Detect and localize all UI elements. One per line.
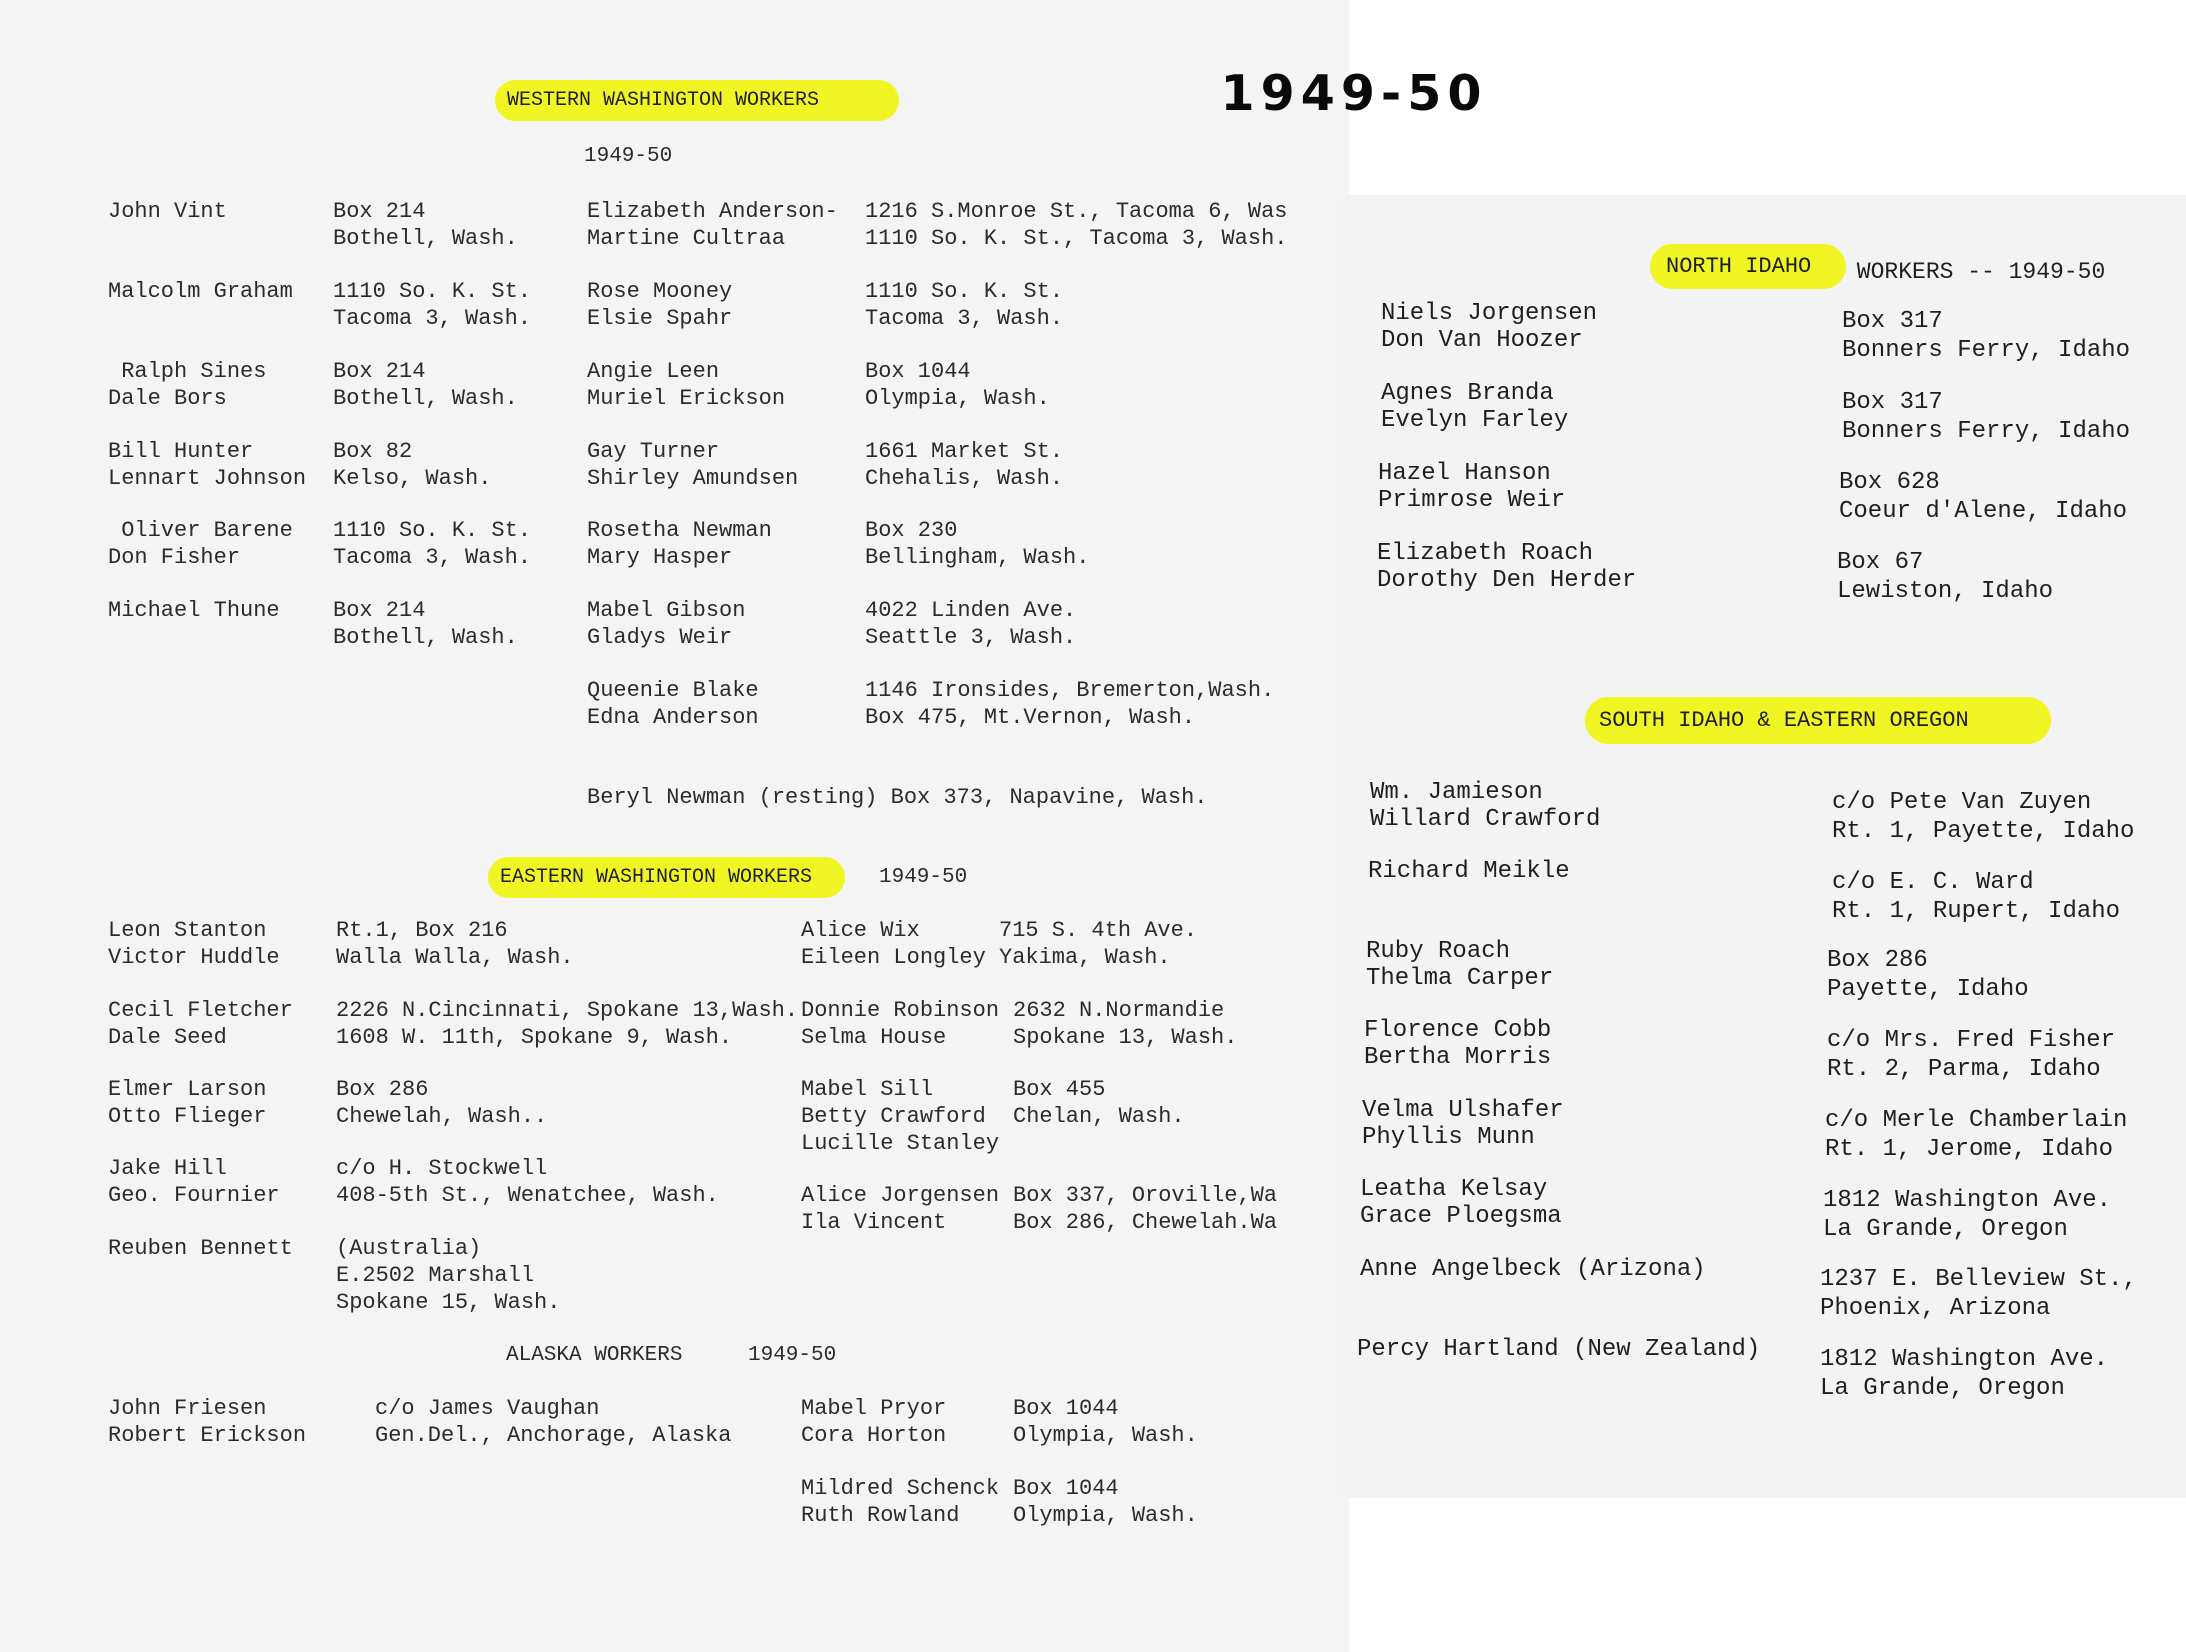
worker-address: Box 455 <box>1013 1077 1106 1102</box>
worker-name: Cecil Fletcher <box>108 998 293 1023</box>
worker-name: Agnes Branda <box>1381 380 1554 407</box>
worker-name: Muriel Erickson <box>587 386 786 411</box>
worker-name: Anne Angelbeck (Arizona) <box>1360 1256 1706 1283</box>
worker-name: Gay Turner <box>587 439 720 464</box>
worker-name: Martine Cultraa <box>587 226 786 251</box>
worker-name: Lennart Johnson <box>108 466 307 491</box>
worker-address: Bellingham, Wash. <box>865 545 1090 570</box>
worker-address: Box 67 <box>1837 549 1924 576</box>
eastern-washington-heading: EASTERN WASHINGTON WORKERS <box>488 857 845 898</box>
worker-name: Don Fisher <box>108 545 241 570</box>
worker-name: Elsie Spahr <box>587 306 733 331</box>
worker-name: Wm. Jamieson <box>1370 779 1543 806</box>
worker-address: Box 475, Mt.Vernon, Wash. <box>865 705 1196 730</box>
north-idaho-heading-rest: WORKERS -- 1949-50 <box>1843 259 2106 285</box>
worker-name: Donnie Robinson <box>801 998 1000 1023</box>
worker-name: Florence Cobb <box>1364 1017 1552 1044</box>
worker-name: Ralph Sines <box>108 359 267 384</box>
worker-name: Eileen Longley <box>801 945 986 970</box>
worker-address: Bothell, Wash. <box>333 386 518 411</box>
worker-name: Mabel Sill <box>801 1077 934 1102</box>
south-idaho-heading: SOUTH IDAHO & EASTERN OREGON <box>1585 697 2051 744</box>
worker-address: Walla Walla, Wash. <box>336 945 574 970</box>
worker-name: Michael Thune <box>108 598 280 623</box>
alaska-year: 1949-50 <box>748 1344 837 1367</box>
worker-address: Box 337, Oroville,Wa <box>1013 1183 1278 1208</box>
north-idaho-highlight: NORTH IDAHO <box>1650 244 1846 289</box>
worker-name: Malcolm Graham <box>108 279 293 304</box>
worker-name: Bill Hunter <box>108 439 254 464</box>
worker-address: 1110 So. K. St. <box>333 518 532 543</box>
worker-address: 1661 Market St. <box>865 439 1064 464</box>
worker-address: Rt.1, Box 216 <box>336 918 508 943</box>
worker-name: Shirley Amundsen <box>587 466 799 491</box>
worker-name: Elizabeth Anderson- <box>587 199 838 224</box>
worker-name: Bertha Morris <box>1364 1044 1552 1071</box>
worker-address: Tacoma 3, Wash. <box>333 306 532 331</box>
worker-address: Box 1044 <box>1013 1476 1119 1501</box>
worker-name: Selma House <box>801 1025 947 1050</box>
worker-address: c/o Mrs. Fred Fisher <box>1827 1027 2116 1054</box>
worker-address: 1216 S.Monroe St., Tacoma 6, Was <box>865 199 1288 224</box>
worker-address: (Australia) <box>336 1236 482 1261</box>
worker-address: Box 214 <box>333 199 426 224</box>
worker-name: Rosetha Newman <box>587 518 772 543</box>
worker-address: c/o E. C. Ward <box>1832 869 2034 896</box>
worker-address: Phoenix, Arizona <box>1820 1295 2051 1322</box>
western-year: 1949-50 <box>584 145 673 168</box>
worker-address: c/o Merle Chamberlain <box>1825 1107 2128 1134</box>
worker-address: Box 286 <box>336 1077 429 1102</box>
worker-address: Box 286, Chewelah.Wa <box>1013 1210 1278 1235</box>
worker-name: Velma Ulshafer <box>1362 1097 1564 1124</box>
worker-name: Ila Vincent <box>801 1210 947 1235</box>
worker-name: Alice Wix <box>801 918 920 943</box>
worker-address: 1608 W. 11th, Spokane 9, Wash. <box>336 1025 733 1050</box>
worker-name: Angie Leen <box>587 359 720 384</box>
worker-name: Robert Erickson <box>108 1423 307 1448</box>
worker-name: Mabel Pryor <box>801 1396 947 1421</box>
worker-address: Chelan, Wash. <box>1013 1104 1185 1129</box>
worker-address: Lewiston, Idaho <box>1837 578 2054 605</box>
eastern-year: 1949-50 <box>879 866 968 889</box>
western-footer-line: Beryl Newman (resting) Box 373, Napavine, Wash. <box>587 785 1208 810</box>
worker-address: Box 1044 <box>865 359 971 384</box>
worker-address: Kelso, Wash. <box>333 466 492 491</box>
worker-name: Dale Bors <box>108 386 227 411</box>
worker-address: 2226 N.Cincinnati, Spokane 13,Wash. <box>336 998 799 1023</box>
worker-name: Rose Mooney <box>587 279 733 304</box>
worker-name: Geo. Fournier <box>108 1183 280 1208</box>
worker-address: Bothell, Wash. <box>333 226 518 251</box>
worker-address: Yakima, Wash. <box>999 945 1171 970</box>
worker-name: Oliver Barene <box>108 518 293 543</box>
worker-name: Willard Crawford <box>1370 806 1601 833</box>
worker-name: Otto Flieger <box>108 1104 267 1129</box>
worker-address: c/o James Vaughan <box>375 1396 600 1421</box>
worker-address: Bonners Ferry, Idaho <box>1842 418 2131 445</box>
worker-name: Mary Hasper <box>587 545 733 570</box>
worker-name: Elizabeth Roach <box>1377 540 1594 567</box>
worker-address: Box 214 <box>333 598 426 623</box>
alaska-heading: ALASKA WORKERS <box>506 1344 683 1367</box>
worker-address: 1110 So. K. St. <box>865 279 1064 304</box>
worker-name: Dale Seed <box>108 1025 227 1050</box>
worker-address: Box 230 <box>865 518 958 543</box>
worker-address: Olympia, Wash. <box>865 386 1050 411</box>
worker-address: Bonners Ferry, Idaho <box>1842 337 2131 364</box>
worker-address: 1110 So. K. St. <box>333 279 532 304</box>
worker-address: 408-5th St., Wenatchee, Wash. <box>336 1183 719 1208</box>
worker-name: Ruby Roach <box>1366 938 1511 965</box>
worker-address: Chehalis, Wash. <box>865 466 1064 491</box>
worker-name: John Friesen <box>108 1396 267 1421</box>
worker-address: Coeur d'Alene, Idaho <box>1839 498 2128 525</box>
worker-name: Gladys Weir <box>587 625 733 650</box>
worker-address: Box 1044 <box>1013 1396 1119 1421</box>
worker-address: Tacoma 3, Wash. <box>333 545 532 570</box>
worker-name: Percy Hartland (New Zealand) <box>1357 1336 1761 1363</box>
worker-name: Lucille Stanley <box>801 1131 1000 1156</box>
worker-name: Ruth Rowland <box>801 1503 960 1528</box>
worker-address: 1812 Washington Ave. <box>1820 1346 2109 1373</box>
worker-name: Hazel Hanson <box>1378 460 1551 487</box>
worker-address: Rt. 1, Jerome, Idaho <box>1825 1136 2114 1163</box>
worker-address: Payette, Idaho <box>1827 976 2029 1003</box>
worker-name: Leon Stanton <box>108 918 267 943</box>
worker-address: 2632 N.Normandie <box>1013 998 1225 1023</box>
worker-address: Spokane 13, Wash. <box>1013 1025 1238 1050</box>
worker-name: Richard Meikle <box>1368 858 1570 885</box>
worker-address: Chewelah, Wash.. <box>336 1104 548 1129</box>
worker-address: Seattle 3, Wash. <box>865 625 1077 650</box>
worker-name: Don Van Hoozer <box>1381 327 1583 354</box>
worker-address: Olympia, Wash. <box>1013 1503 1198 1528</box>
worker-address: La Grande, Oregon <box>1820 1375 2065 1402</box>
worker-address: Box 628 <box>1839 469 1940 496</box>
worker-name: Thelma Carper <box>1366 965 1554 992</box>
worker-address: Box 82 <box>333 439 413 464</box>
page-title: 1949-50 <box>1220 65 1488 122</box>
worker-name: Mildred Schenck <box>801 1476 1000 1501</box>
worker-address: Rt. 1, Payette, Idaho <box>1832 818 2135 845</box>
worker-address: c/o Pete Van Zuyen <box>1832 789 2092 816</box>
worker-name: Elmer Larson <box>108 1077 267 1102</box>
worker-address: Rt. 2, Parma, Idaho <box>1827 1056 2101 1083</box>
worker-name: Primrose Weir <box>1378 487 1566 514</box>
worker-address: 1812 Washington Ave. <box>1823 1187 2112 1214</box>
worker-name: Dorothy Den Herder <box>1377 567 1637 594</box>
worker-address: Box 286 <box>1827 947 1928 974</box>
worker-name: Edna Anderson <box>587 705 759 730</box>
worker-address: Gen.Del., Anchorage, Alaska <box>375 1423 732 1448</box>
worker-address: 1110 So. K. St., Tacoma 3, Wash. <box>865 226 1288 251</box>
worker-address: 715 S. 4th Ave. <box>999 918 1198 943</box>
worker-name: Jake Hill <box>108 1156 227 1181</box>
worker-address: Box 317 <box>1842 389 1943 416</box>
worker-address: 1237 E. Belleview St., <box>1820 1266 2137 1293</box>
worker-address: Olympia, Wash. <box>1013 1423 1198 1448</box>
worker-address: Box 214 <box>333 359 426 384</box>
worker-name: Evelyn Farley <box>1381 407 1569 434</box>
worker-name: Betty Crawford <box>801 1104 986 1129</box>
worker-address: 1146 Ironsides, Bremerton,Wash. <box>865 678 1275 703</box>
worker-name: Niels Jorgensen <box>1381 300 1598 327</box>
worker-address: La Grande, Oregon <box>1823 1216 2068 1243</box>
worker-address: 4022 Linden Ave. <box>865 598 1077 623</box>
worker-name: Victor Huddle <box>108 945 280 970</box>
worker-name: Alice Jorgensen <box>801 1183 1000 1208</box>
worker-name: John Vint <box>108 199 227 224</box>
worker-address: Bothell, Wash. <box>333 625 518 650</box>
worker-name: Phyllis Munn <box>1362 1124 1535 1151</box>
worker-name: Grace Ploegsma <box>1360 1203 1562 1230</box>
worker-address: c/o H. Stockwell <box>336 1156 548 1181</box>
worker-name: Queenie Blake <box>587 678 759 703</box>
worker-name: Cora Horton <box>801 1423 947 1448</box>
worker-name: Mabel Gibson <box>587 598 746 623</box>
worker-address: Rt. 1, Rupert, Idaho <box>1832 898 2121 925</box>
worker-address: Box 317 <box>1842 308 1943 335</box>
worker-address: Spokane 15, Wash. <box>336 1290 561 1315</box>
worker-address: E.2502 Marshall <box>336 1263 535 1288</box>
worker-address: Tacoma 3, Wash. <box>865 306 1064 331</box>
western-washington-heading: WESTERN WASHINGTON WORKERS <box>495 80 899 121</box>
worker-name: Leatha Kelsay <box>1360 1176 1548 1203</box>
worker-name: Reuben Bennett <box>108 1236 293 1261</box>
